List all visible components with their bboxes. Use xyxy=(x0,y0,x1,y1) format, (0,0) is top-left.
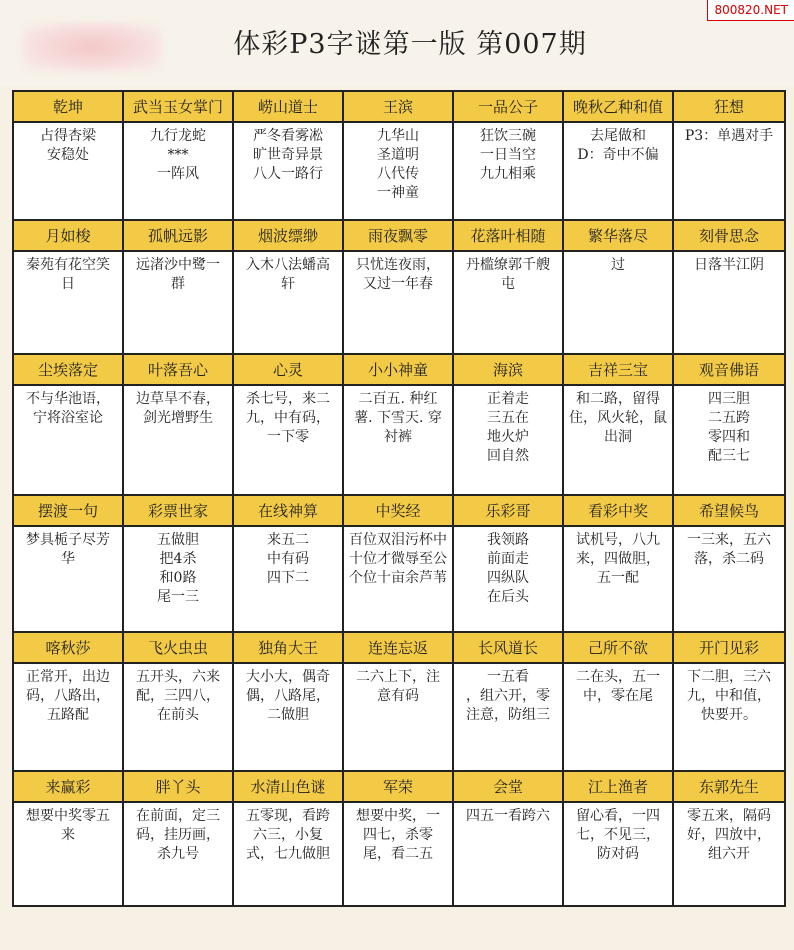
riddle-cell xyxy=(124,92,234,221)
riddle-text: 零五来，隔码 好，四放中， 组六开 xyxy=(674,803,784,905)
author-name: 王滨 xyxy=(344,92,452,123)
author-name: 在线神算 xyxy=(234,496,342,527)
riddle-text: 远渚沙中鹭一 群 xyxy=(124,252,232,353)
author-name: 连连忘返 xyxy=(344,633,452,664)
riddle-cell xyxy=(344,221,454,355)
author-name: 繁华落尽 xyxy=(564,221,672,252)
author-name: 雨夜飘零 xyxy=(344,221,452,252)
author-name: 己所不欲 xyxy=(564,633,672,664)
riddle-cell xyxy=(14,496,124,633)
riddle-text: 梦具栀子尽芳 华 xyxy=(14,527,122,631)
author-name: 月如梭 xyxy=(14,221,122,252)
riddle-text: 四三胆 二五跨 零四和 配三七 xyxy=(674,386,784,494)
table-row xyxy=(14,633,786,772)
riddle-cell xyxy=(344,772,454,907)
riddle-text: 在前面，定三 码，挂历画， 杀九号 xyxy=(124,803,232,905)
riddle-text: 九华山 圣道明 八代传 一神童 xyxy=(344,123,452,219)
riddle-cell xyxy=(454,772,564,907)
author-name: 江上渔者 xyxy=(564,772,672,803)
table-row xyxy=(14,221,786,355)
riddle-text: 去尾做和 D：奇中不偏 xyxy=(564,123,672,219)
riddle-cell xyxy=(14,221,124,355)
author-name: 军荣 xyxy=(344,772,452,803)
riddle-text: P3：单遇对手 xyxy=(674,123,784,219)
author-name: 乾坤 xyxy=(14,92,122,123)
riddle-cell xyxy=(234,496,344,633)
riddle-cell xyxy=(124,355,234,496)
riddle-text: 想要中奖零五 来 xyxy=(14,803,122,905)
author-name: 开门见彩 xyxy=(674,633,784,664)
riddle-cell xyxy=(14,772,124,907)
riddle-text: 和二路，留得 住，风火轮，鼠 出洞 xyxy=(564,386,672,494)
riddle-text: 边草旱不春， 剑光增野生 xyxy=(124,386,232,494)
riddle-cell xyxy=(234,221,344,355)
riddle-cell xyxy=(234,633,344,772)
author-name: 花落叶相随 xyxy=(454,221,562,252)
author-name: 吉祥三宝 xyxy=(564,355,672,386)
riddle-text: 二在头，五一 中，零在尾 xyxy=(564,664,672,770)
riddle-cell xyxy=(674,92,786,221)
riddle-cell xyxy=(674,633,786,772)
riddle-cell xyxy=(454,92,564,221)
riddle-cell xyxy=(344,633,454,772)
page-title: 体彩P3字谜第一版 第007期 xyxy=(233,29,587,60)
riddle-cell xyxy=(674,496,786,633)
author-name: 狂想 xyxy=(674,92,784,123)
author-name: 崂山道士 xyxy=(234,92,342,123)
site-watermark: 800820.NET xyxy=(707,0,794,21)
riddle-cell xyxy=(124,221,234,355)
riddle-text: 九行龙蛇 *** 一阵风 xyxy=(124,123,232,219)
riddle-cell xyxy=(14,355,124,496)
riddle-text: 秦苑有花空笑 日 xyxy=(14,252,122,353)
riddle-cell xyxy=(234,92,344,221)
riddle-cell xyxy=(674,772,786,907)
riddle-text: 入木八法蟠高 轩 xyxy=(234,252,342,353)
riddle-text: 来五二 中有码 四下二 xyxy=(234,527,342,631)
riddle-cell xyxy=(234,355,344,496)
riddle-text: 留心看，一四 七，不见三， 防对码 xyxy=(564,803,672,905)
riddle-cell xyxy=(564,496,674,633)
riddle-text: 正常开，出边 码，八路出， 五路配 xyxy=(14,664,122,770)
riddle-cell xyxy=(454,496,564,633)
riddle-text: 过 xyxy=(564,252,672,353)
author-name: 来赢彩 xyxy=(14,772,122,803)
author-name: 烟波缥缈 xyxy=(234,221,342,252)
riddle-cell xyxy=(14,633,124,772)
riddle-text: 下二胆，三六 九，中和值， 快要开。 xyxy=(674,664,784,770)
riddle-cell xyxy=(14,92,124,221)
riddle-cell xyxy=(124,633,234,772)
author-name: 飞火虫虫 xyxy=(124,633,232,664)
blurred-logo xyxy=(22,22,162,72)
author-name: 一品公子 xyxy=(454,92,562,123)
riddle-text: 五开头，六来 配，三四八， 在前头 xyxy=(124,664,232,770)
riddle-text: 只忧连夜雨， 又过一年春 xyxy=(344,252,452,353)
riddle-text: 杀七号，来二 九，中有码， 一下零 xyxy=(234,386,342,494)
riddle-text: 一五看 ，组六开，零 注意，防组三 xyxy=(454,664,562,770)
header-banner xyxy=(0,0,794,86)
table-row xyxy=(14,92,786,221)
riddle-text: 日落半江阴 xyxy=(674,252,784,353)
riddle-text: 五做胆 把4杀 和0路 尾一三 xyxy=(124,527,232,631)
riddle-cell xyxy=(454,355,564,496)
riddle-table xyxy=(12,90,786,907)
riddle-text: 四五一看跨六 xyxy=(454,803,562,905)
riddle-cell xyxy=(124,496,234,633)
riddle-text: 不与华池语， 宁将浴室论 xyxy=(14,386,122,494)
riddle-text: 大小大，偶奇 偶，八路尾， 二做胆 xyxy=(234,664,342,770)
author-name: 观音佛语 xyxy=(674,355,784,386)
riddle-text: 正着走 三五在 地火炉 回自然 xyxy=(454,386,562,494)
table-row xyxy=(14,772,786,907)
author-name: 水清山色谜 xyxy=(234,772,342,803)
riddle-cell xyxy=(344,92,454,221)
author-name: 独角大王 xyxy=(234,633,342,664)
author-name: 心灵 xyxy=(234,355,342,386)
riddle-cell xyxy=(674,355,786,496)
riddle-text: 试机号，八九 来，四做胆， 五一配 xyxy=(564,527,672,631)
riddle-text: 百位双泪污杯中 十位才微辱至公 个位十亩余芦苇 xyxy=(344,527,452,631)
riddle-cell xyxy=(454,633,564,772)
riddle-text: 五零现，看跨 六三，小复 式，七九做胆 xyxy=(234,803,342,905)
riddle-cell xyxy=(564,221,674,355)
riddle-cell xyxy=(124,772,234,907)
riddle-cell xyxy=(564,633,674,772)
riddle-cell xyxy=(234,772,344,907)
riddle-text: 二百五. 种红 薯. 下雪天. 穿 衬裤 xyxy=(344,386,452,494)
author-name: 武当玉女掌门 xyxy=(124,92,232,123)
author-name: 中奖经 xyxy=(344,496,452,527)
author-name: 乐彩哥 xyxy=(454,496,562,527)
author-name: 喀秋莎 xyxy=(14,633,122,664)
riddle-text: 丹槛缭郭千艘 屯 xyxy=(454,252,562,353)
riddle-cell xyxy=(564,355,674,496)
riddle-text: 想要中奖，一 四七，杀零 尾，看二五 xyxy=(344,803,452,905)
author-name: 叶落吾心 xyxy=(124,355,232,386)
author-name: 彩票世家 xyxy=(124,496,232,527)
riddle-cell xyxy=(564,772,674,907)
table-row xyxy=(14,496,786,633)
author-name: 晚秋乙种和值 xyxy=(564,92,672,123)
riddle-cell xyxy=(344,355,454,496)
author-name: 希望候鸟 xyxy=(674,496,784,527)
riddle-text: 我领路 前面走 四纵队 在后头 xyxy=(454,527,562,631)
author-name: 会堂 xyxy=(454,772,562,803)
author-name: 胖丫头 xyxy=(124,772,232,803)
riddle-cell xyxy=(454,221,564,355)
author-name: 摆渡一句 xyxy=(14,496,122,527)
riddle-cell xyxy=(344,496,454,633)
riddle-text: 二六上下，注 意有码 xyxy=(344,664,452,770)
riddle-text: 严冬看雾凇 旷世奇异景 八人一路行 xyxy=(234,123,342,219)
author-name: 长风道长 xyxy=(454,633,562,664)
author-name: 尘埃落定 xyxy=(14,355,122,386)
table-row xyxy=(14,355,786,496)
riddle-cell xyxy=(674,221,786,355)
riddle-text: 狂饮三碗 一日当空 九九相乘 xyxy=(454,123,562,219)
author-name: 小小神童 xyxy=(344,355,452,386)
riddle-text: 一三来，五六 落，杀二码 xyxy=(674,527,784,631)
author-name: 东郭先生 xyxy=(674,772,784,803)
riddle-cell xyxy=(564,92,674,221)
author-name: 看彩中奖 xyxy=(564,496,672,527)
riddle-text: 占得杏梁 安稳处 xyxy=(14,123,122,219)
author-name: 刻骨思念 xyxy=(674,221,784,252)
author-name: 孤帆远影 xyxy=(124,221,232,252)
author-name: 海滨 xyxy=(454,355,562,386)
